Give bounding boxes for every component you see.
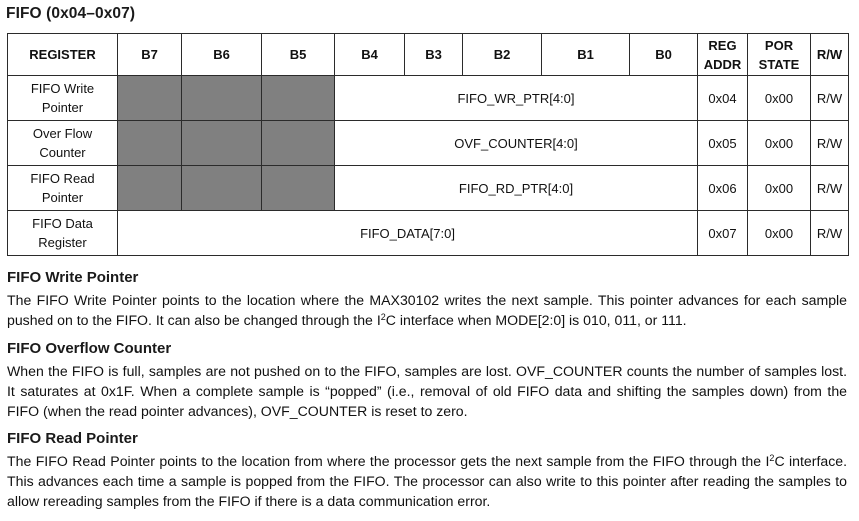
header-b7: B7 (118, 34, 182, 76)
header-b2: B2 (463, 34, 542, 76)
bit-field-cell: FIFO_WR_PTR[4:0] (335, 76, 698, 121)
section-paragraph (7, 451, 847, 511)
reserved-bit-cell (182, 76, 262, 121)
reserved-bit-cell (182, 121, 262, 166)
reserved-bit-cell (118, 121, 182, 166)
header-por-state-line2: STATE (758, 56, 800, 72)
table-row (8, 76, 849, 121)
section-heading: FIFO Read Pointer (7, 430, 138, 447)
paragraph-text: C interface. This advances each time a sample is popped from the FIFO. The processor can also write to this pointer after reading the samples to allow rereading samples from the FIFO if there is a data communication error. (7, 453, 847, 509)
reg-addr-cell: 0x05 (698, 121, 748, 166)
header-b4: B4 (335, 34, 405, 76)
rw-cell: R/W (811, 166, 849, 211)
section-fifo-overflow-counter (7, 339, 847, 421)
table-row (8, 211, 849, 256)
por-state-cell: 0x00 (748, 76, 811, 121)
register-name-line1: FIFO Write (30, 81, 95, 96)
por-state-cell: 0x00 (748, 211, 811, 256)
superscript-2: 2 (380, 312, 386, 322)
section-fifo-write-pointer (7, 268, 847, 330)
register-name-cell (8, 166, 118, 211)
table-row (8, 121, 849, 166)
table-header-row (8, 34, 849, 76)
register-name-line2: Pointer (41, 100, 84, 115)
header-por-state (748, 34, 811, 76)
header-b1: B1 (542, 34, 630, 76)
paragraph-text: The FIFO Read Pointer points to the location from where the processor gets the next sample from the FIFO through the I (7, 453, 770, 469)
register-name-line2: Register (38, 235, 87, 250)
register-name-cell (8, 121, 118, 166)
header-b5: B5 (262, 34, 335, 76)
header-reg-addr (698, 34, 748, 76)
register-name-cell (8, 76, 118, 121)
header-b3: B3 (405, 34, 463, 76)
por-state-cell: 0x00 (748, 121, 811, 166)
reserved-bit-cell (262, 166, 335, 211)
header-reg-addr-line1: REG (708, 37, 737, 53)
rw-cell: R/W (811, 121, 849, 166)
register-name-line1: FIFO Data (32, 216, 93, 231)
section-heading: FIFO Overflow Counter (7, 340, 172, 357)
header-register: REGISTER (8, 34, 118, 76)
header-b0: B0 (630, 34, 698, 76)
rw-cell: R/W (811, 211, 849, 256)
reserved-bit-cell (118, 166, 182, 211)
register-name-line1: FIFO Read (30, 171, 95, 186)
reserved-bit-cell (262, 76, 335, 121)
reserved-bit-cell (118, 76, 182, 121)
superscript-2: 2 (769, 453, 775, 463)
section-heading: FIFO Write Pointer (7, 269, 139, 286)
reg-addr-cell: 0x07 (698, 211, 748, 256)
header-reg-addr-line2: ADDR (703, 56, 742, 72)
section-paragraph (7, 290, 847, 330)
bit-field-cell: FIFO_RD_PTR[4:0] (335, 166, 698, 211)
register-table (7, 33, 849, 256)
header-rw: R/W (811, 34, 849, 76)
header-b6: B6 (182, 34, 262, 76)
register-name-line2: Counter (39, 145, 86, 160)
reserved-bit-cell (262, 121, 335, 166)
bit-field-cell: OVF_COUNTER[4:0] (335, 121, 698, 166)
header-por-state-line1: POR (764, 37, 794, 53)
page-title: FIFO (0x04–0x07) (6, 5, 136, 22)
reserved-bit-cell (182, 166, 262, 211)
register-name-line2: Pointer (41, 190, 84, 205)
paragraph-text: C interface when MODE[2:0] is 010, 011, or 111. (385, 312, 687, 328)
section-fifo-read-pointer (7, 429, 847, 511)
reg-addr-cell: 0x06 (698, 166, 748, 211)
rw-cell: R/W (811, 76, 849, 121)
bit-field-cell: FIFO_DATA[7:0] (118, 211, 698, 256)
table-row (8, 166, 849, 211)
paragraph-text: The FIFO Write Pointer points to the location where the MAX30102 writes the next sample. This pointer advances for each sample pushed on to the FIFO. It can also be changed through the I (7, 292, 847, 328)
reg-addr-cell: 0x04 (698, 76, 748, 121)
register-name-cell (8, 211, 118, 256)
section-paragraph: When the FIFO is full, samples are not pushed on to the FIFO, samples are lost. OVF_COUNTER counts the number of samples lost. It saturates at 0x1F. When a complete sample is “popped” (i.e., removal of old FIFO data and shifting the samples down) from the FIFO (when the read pointer advances), OVF_COUNTER is reset to zero. (7, 363, 847, 419)
register-name-line1: Over Flow (32, 126, 93, 141)
por-state-cell: 0x00 (748, 166, 811, 211)
